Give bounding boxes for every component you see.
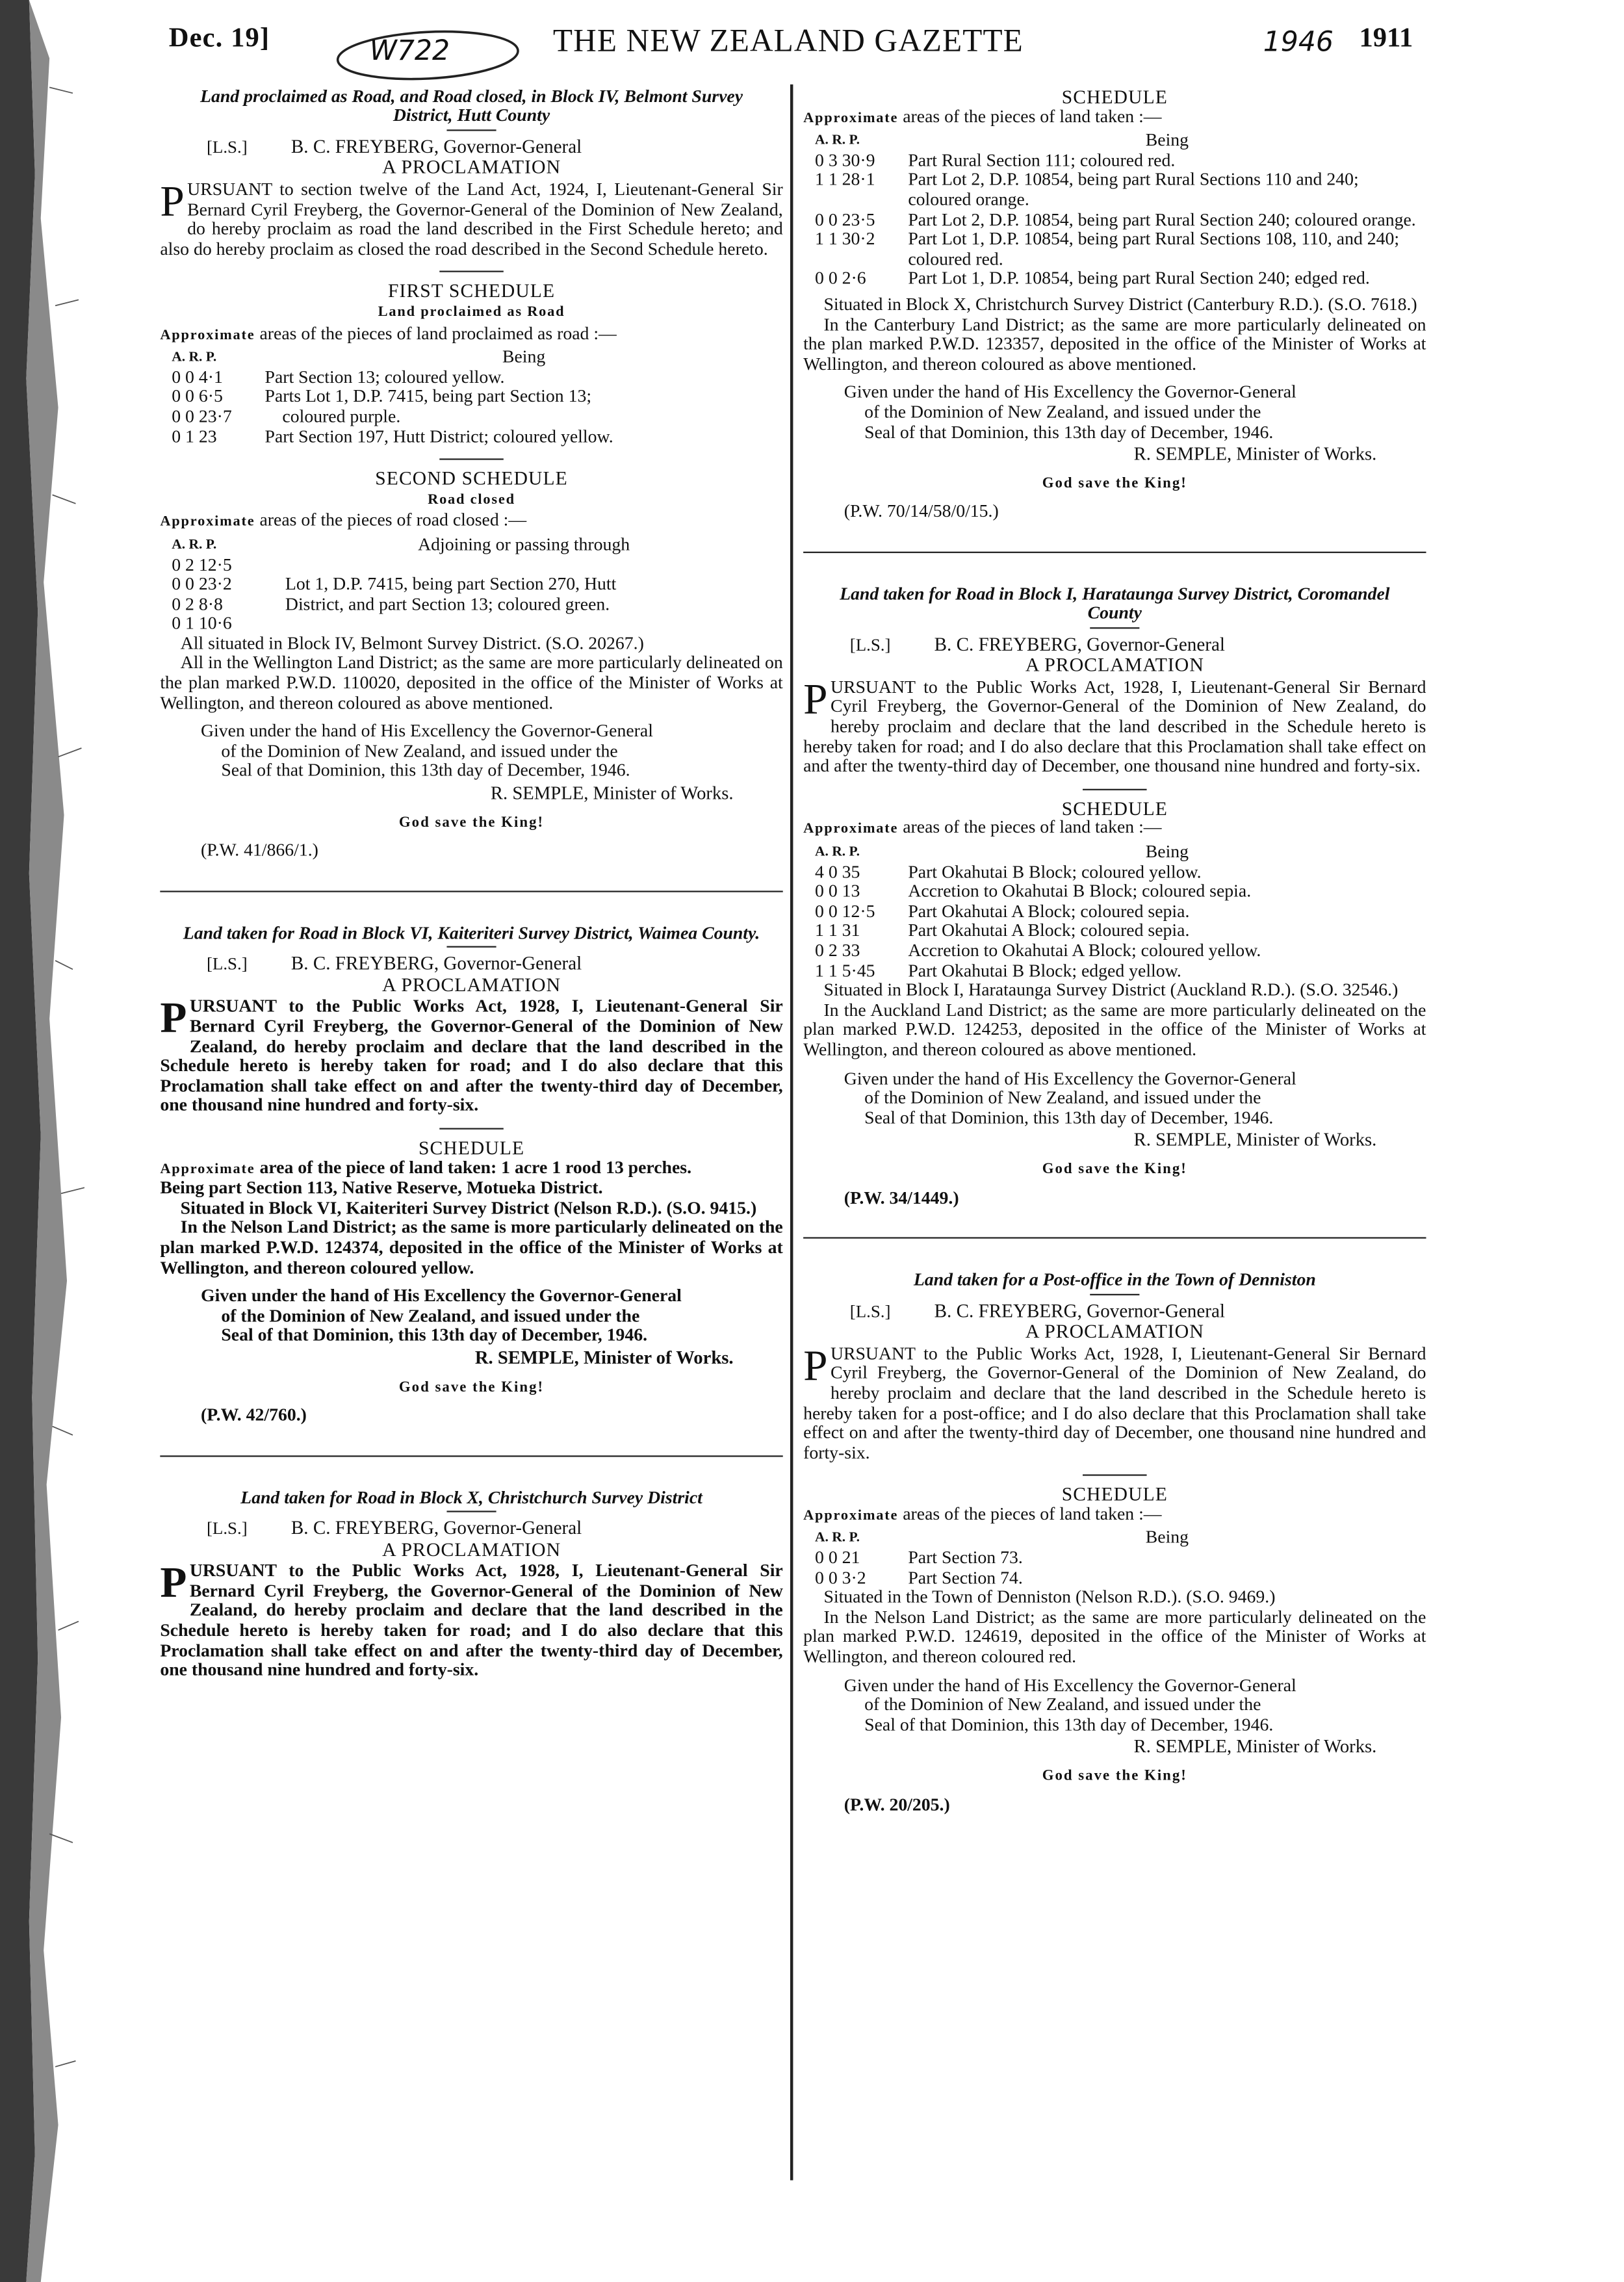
proclamation-heading: A PROCLAMATION xyxy=(1025,654,1204,676)
file-reference: (P.W. 20/205.) xyxy=(844,1794,950,1815)
situated-line: Situated in Block I, Harataunga Survey District (Auckland R.D.). (S.O. 32546.) xyxy=(823,979,1398,1000)
short-rule xyxy=(446,1511,496,1512)
god-save-the-king: God save the King! xyxy=(398,814,545,831)
file-reference: (P.W. 42/760.) xyxy=(201,1405,307,1425)
left-column xyxy=(160,87,782,1681)
schedule-row: 1 1 5·45 Part Okahutai B Block; edged yellow. xyxy=(815,960,1181,981)
second-schedule-subheading: Road closed xyxy=(428,491,515,508)
notice-title: Land taken for Road in Block VI, Kaiteriteri Survey District, Waimea County. xyxy=(183,922,760,943)
gazette-title: THE NEW ZEALAND GAZETTE xyxy=(552,21,1024,58)
handwritten-year: 1946 xyxy=(1263,26,1334,58)
being-line: Being part Section 113, Native Reserve, Motueka District. xyxy=(160,1177,603,1199)
short-rule xyxy=(446,946,496,948)
seal-mark: [L.S.] xyxy=(206,953,248,974)
arp-header: A. R. P. Being xyxy=(815,129,1189,151)
schedule-row: 4 0 35 Part Okahutai B Block; coloured yellow. xyxy=(815,861,1202,882)
drop-cap: P xyxy=(160,994,187,1043)
given-paragraph: Given under the hand of His Excellency the Governor-General of the Dominion of New Zealand, and issued under the Seal of that Dominion, this 13th day of December, 1946. xyxy=(201,1285,682,1345)
notice-title: Land taken for Road in Block X, Christchurch Survey District xyxy=(240,1486,702,1508)
plan-paragraph: In the Canterbury Land District; as the same are more particularly delineated on the plan marked P.W.D. 123357, deposited in the office of the Minister of Works at Wellington, and thereon coloured as above mentioned. xyxy=(803,313,1426,374)
governor-name: B. C. FREYBERG, Governor-General xyxy=(290,1516,582,1539)
seal-mark: [L.S.] xyxy=(849,634,891,655)
god-save-the-king: God save the King! xyxy=(1042,1161,1187,1178)
column-divider xyxy=(790,84,792,2181)
governor-line xyxy=(160,136,782,158)
governor-name: B. C. FREYBERG, Governor-General xyxy=(290,952,582,974)
first-schedule-subheading: Land proclaimed as Road xyxy=(378,304,565,320)
schedule-row: 1 1 31 Part Okahutai A Block; coloured sepia. xyxy=(815,920,1190,941)
given-paragraph: Given under the hand of His Excellency the Governor-General of the Dominion of New Zealand, and issued under the Seal of that Dominion, this 13th day of December, 1946. xyxy=(844,382,1296,442)
governor-line xyxy=(803,634,1426,656)
arp-header: A. R. P. Adjoining or passing through xyxy=(172,534,630,554)
given-paragraph: Given under the hand of His Excellency the Governor-General of the Dominion of New Zealand, and issued under the Seal of that Dominion, this 13th day of December, 1946. xyxy=(201,721,653,781)
governor-name: B. C. FREYBERG, Governor-General xyxy=(934,1299,1226,1321)
file-reference: (P.W. 70/14/58/0/15.) xyxy=(844,500,999,522)
arp-header: A. R. P. Being xyxy=(815,1527,1189,1548)
minister-signature: R. SEMPLE, Minister of Works. xyxy=(474,1347,734,1368)
given-paragraph: Given under the hand of His Excellency the Governor-General of the Dominion of New Zealand, and issued under the Seal of that Dominion, this 13th day of December, 1946. xyxy=(844,1067,1296,1128)
situated-line: All situated in Block IV, Belmont Survey District. (S.O. 20267.) xyxy=(180,632,644,654)
minister-signature: R. SEMPLE, Minister of Works. xyxy=(1133,1737,1377,1757)
schedule-heading: SCHEDULE xyxy=(418,1136,525,1159)
notice-christchurch xyxy=(160,1488,782,1681)
drop-cap: P xyxy=(803,1342,828,1390)
plan-paragraph: All in the Wellington Land District; as the same are more particularly delineated on the plan marked P.W.D. 110020, deposited in the office of the Minister of Works at Wellington, and thereon coloured as above mentioned. xyxy=(160,653,783,713)
schedule-row: 0 1 23 Part Section 197, Hutt District; coloured yellow. xyxy=(172,426,613,447)
proclamation-body: PURSUANT to section twelve of the Land Act, 1924, I, Lieutenant-General Sir Bernard Cyril Freyberg, the Governor-General of the Dominion of New Zealand, do hereby proclaim as road the land described in the First Schedule hereto; and also do hereby proclaim as closed the road described in the Second Schedule hereto. xyxy=(160,177,783,259)
closed-road-rows xyxy=(160,555,782,634)
second-schedule-heading: SECOND SCHEDULE xyxy=(375,467,568,489)
schedule-row: 1 1 30·2 Part Lot 1, D.P. 10854, being part Rural Sections 108, 110, and 240; coloured red. xyxy=(815,228,1400,269)
page-number: 1911 xyxy=(1359,23,1413,54)
notice-kaiteriteri xyxy=(160,924,782,1426)
governor-line xyxy=(803,1301,1426,1322)
short-rule xyxy=(446,129,496,131)
seal-mark: [L.S.] xyxy=(849,1300,891,1321)
schedule-intro: Approximate areas of the pieces of land proclaimed as road :— xyxy=(160,322,617,343)
proclamation-body: PURSUANT to the Public Works Act, 1928, I, Lieutenant-General Sir Bernard Cyril Freyberg, the Governor-General of the Dominion of New Zealand, do hereby proclaim and declare that the land described in the Schedule hereto is hereby taken for road; and I do also declare that this Proclamation shall take effect on and after the twenty-third day of December, one thousand nine hundred and forty-six. xyxy=(160,1559,783,1680)
schedule-row: 0 0 2·6 Part Lot 1, D.P. 10854, being part Rural Section 240; edged red. xyxy=(815,268,1370,289)
proclamation-heading: A PROCLAMATION xyxy=(382,973,561,996)
handwritten-note: W722 xyxy=(369,34,450,68)
god-save-the-king: God save the King! xyxy=(398,1379,545,1395)
file-reference: (P.W. 41/866/1.) xyxy=(201,840,318,861)
schedule-row: 0 0 21 Part Section 73. xyxy=(815,1547,1023,1568)
short-rule xyxy=(1090,1293,1139,1295)
governor-line xyxy=(160,1518,782,1540)
schedule-heading: SCHEDULE xyxy=(1061,797,1168,820)
section-rule xyxy=(439,459,504,460)
short-rule xyxy=(1090,627,1139,628)
notice-title: Land taken for a Post-office in the Town of Denniston xyxy=(913,1269,1316,1290)
schedule-intro: Approximate area of the piece of land taken: 1 acre 1 rood 13 perches. xyxy=(160,1156,692,1177)
notice-divider xyxy=(160,890,782,892)
proclamation-body: PURSUANT to the Public Works Act, 1928, I, Lieutenant-General Sir Bernard Cyril Freyberg, the Governor-General of the Dominion of New Zealand, do hereby proclaim and declare that the land described in the Schedule hereto is hereby taken for a post-office; and I do also declare that this Proclamation shall take effect on and after the twenty-third day of December, one thousand nine hundred and forty-six. xyxy=(803,1342,1426,1462)
drop-cap: P xyxy=(160,177,185,226)
god-save-the-king: God save the King! xyxy=(1042,475,1187,492)
drop-cap: P xyxy=(160,1559,187,1607)
minister-signature: R. SEMPLE, Minister of Works. xyxy=(1133,1130,1377,1150)
first-schedule-heading: FIRST SCHEDULE xyxy=(387,279,556,302)
situated-line: Situated in Block X, Christchurch Survey District (Canterbury R.D.). (S.O. 7618.) xyxy=(823,294,1417,315)
proclamation-heading: A PROCLAMATION xyxy=(1025,1320,1204,1342)
schedule-row: 0 0 23·7 coloured purple. xyxy=(172,406,401,426)
schedule-row: 0 0 6·5 Parts Lot 1, D.P. 7415, being part Section 13; xyxy=(172,386,592,407)
proclamation-body: PURSUANT to the Public Works Act, 1928, I, Lieutenant-General Sir Bernard Cyril Freyberg, the Governor-General of the Dominion of New Zealand, do hereby proclaim and declare that the land described in the Schedule hereto is hereby taken for road; and I do also declare that this Proclamation shall take effect on and after the twenty-third day of December, one thousand nine hundred and forty-six. xyxy=(160,994,783,1116)
schedule-intro: Approximate areas of the pieces of land taken :— xyxy=(803,1503,1162,1524)
proclamation-heading: A PROCLAMATION xyxy=(382,156,561,179)
section-rule xyxy=(1083,1475,1147,1476)
file-reference: (P.W. 34/1449.) xyxy=(844,1187,959,1208)
situated-line: Situated in the Town of Denniston (Nelson R.D.). (S.O. 9469.) xyxy=(823,1587,1276,1607)
section-rule xyxy=(439,271,504,272)
proclamation-body: PURSUANT to the Public Works Act, 1928, I, Lieutenant-General Sir Bernard Cyril Freyberg, the Governor-General of the Dominion of New Zealand, do hereby proclaim and declare that the land described in the Schedule hereto is hereby taken for road; and I do also declare that this Proclamation shall take effect on and after the twenty-third day of December, one thousand nine hundred and forty-six. xyxy=(803,675,1426,777)
governor-name: B. C. FREYBERG, Governor-General xyxy=(290,135,582,157)
notice-title: Land taken for Road in Block I, Harataunga Survey District, Coromandel County xyxy=(840,583,1390,624)
seal-mark: [L.S.] xyxy=(206,136,248,157)
schedule-intro: Approximate areas of the pieces of land taken :— xyxy=(803,105,1162,126)
governor-name: B. C. FREYBERG, Governor-General xyxy=(934,632,1226,655)
schedule-row: 0 0 13 Accretion to Okahutai B Block; coloured sepia. xyxy=(815,881,1252,901)
schedule-row: 0 0 12·5 Part Okahutai A Block; coloured sepia. xyxy=(815,900,1190,922)
minister-signature: R. SEMPLE, Minister of Works. xyxy=(1133,444,1377,465)
schedule-row: 0 0 23·5 Part Lot 2, D.P. 10854, being part Rural Section 240; coloured orange. xyxy=(815,209,1416,229)
notice-title: Land proclaimed as Road, and Road closed, in Block IV, Belmont Survey District, Hutt County xyxy=(200,86,743,126)
notice-divider xyxy=(803,1238,1426,1239)
minister-signature: R. SEMPLE, Minister of Works. xyxy=(490,783,734,804)
notice-denniston xyxy=(803,1271,1426,1815)
schedule-row: 0 0 23·2 Lot 1, D.P. 7415, being part Section 270, Hutt xyxy=(172,573,617,594)
schedule-row: 0 0 4·1 Part Section 13; coloured yellow. xyxy=(172,366,505,387)
header-date: Dec. 19] xyxy=(168,23,270,54)
given-paragraph: Given under the hand of His Excellency the Governor-General of the Dominion of New Zealand, and issued under the Seal of that Dominion, this 13th day of December, 1946. xyxy=(844,1674,1296,1735)
governor-line xyxy=(160,953,782,975)
god-save-the-king: God save the King! xyxy=(1042,1768,1187,1785)
schedule-row: 1 1 28·1 Part Lot 2, D.P. 10854, being part Rural Sections 110 and 240; coloured orange. xyxy=(815,169,1359,210)
plan-paragraph: In the Nelson Land District; as the same is more particularly delineated on the plan marked P.W.D. 124374, deposited in the office of the Minister of Works at Wellington, and thereon coloured yellow. xyxy=(160,1217,783,1278)
notice-christchurch-schedule xyxy=(803,87,1426,522)
schedule-row: 0 3 30·9 Part Rural Section 111; coloured red. xyxy=(815,149,1176,170)
notice-divider xyxy=(803,551,1426,552)
schedule-row: 0 1 10·6 xyxy=(172,613,232,634)
plan-paragraph: In the Auckland Land District; as the same are more particularly delineated on the plan marked P.W.D. 124253, deposited in the office of the Minister of Works at Wellington, and thereon coloured as above mentioned. xyxy=(803,999,1426,1060)
drop-cap: P xyxy=(803,675,828,723)
schedule-row: 0 2 33 Accretion to Okahutai A Block; coloured yellow. xyxy=(815,940,1261,961)
notice-divider xyxy=(160,1455,782,1457)
seal-mark: [L.S.] xyxy=(206,1518,248,1539)
schedule-row: 0 0 3·2 Part Section 74. xyxy=(815,1566,1023,1588)
notice-harataunga xyxy=(803,585,1426,1208)
arp-header: A. R. P. Being xyxy=(172,346,546,367)
schedule-row: 0 2 12·5 xyxy=(172,554,232,575)
right-column xyxy=(803,87,1426,1815)
schedule-heading: SCHEDULE xyxy=(1061,1483,1168,1506)
schedule-intro: Approximate areas of the pieces of land taken :— xyxy=(803,817,1162,838)
proclamation-heading: A PROCLAMATION xyxy=(382,1538,561,1560)
binding-edge xyxy=(0,0,90,2282)
section-rule xyxy=(1083,788,1147,790)
situated-line: Situated in Block VI, Kaiteriteri Survey District (Nelson R.D.). (S.O. 9415.) xyxy=(180,1197,757,1218)
notice-belmont xyxy=(160,87,782,861)
schedule-row: 0 2 8·8 District, and part Section 13; coloured green. xyxy=(172,593,610,614)
section-rule xyxy=(439,1128,504,1129)
arp-header: A. R. P. Being xyxy=(815,841,1189,862)
plan-paragraph: In the Nelson Land District; as the same are more particularly delineated on the plan marked P.W.D. 124619, deposited in the office of the Minister of Works at Wellington, and thereon coloured red. xyxy=(803,1606,1426,1667)
schedule-heading: SCHEDULE xyxy=(1061,86,1168,108)
schedule-intro: Approximate areas of the pieces of road closed :— xyxy=(160,510,527,530)
